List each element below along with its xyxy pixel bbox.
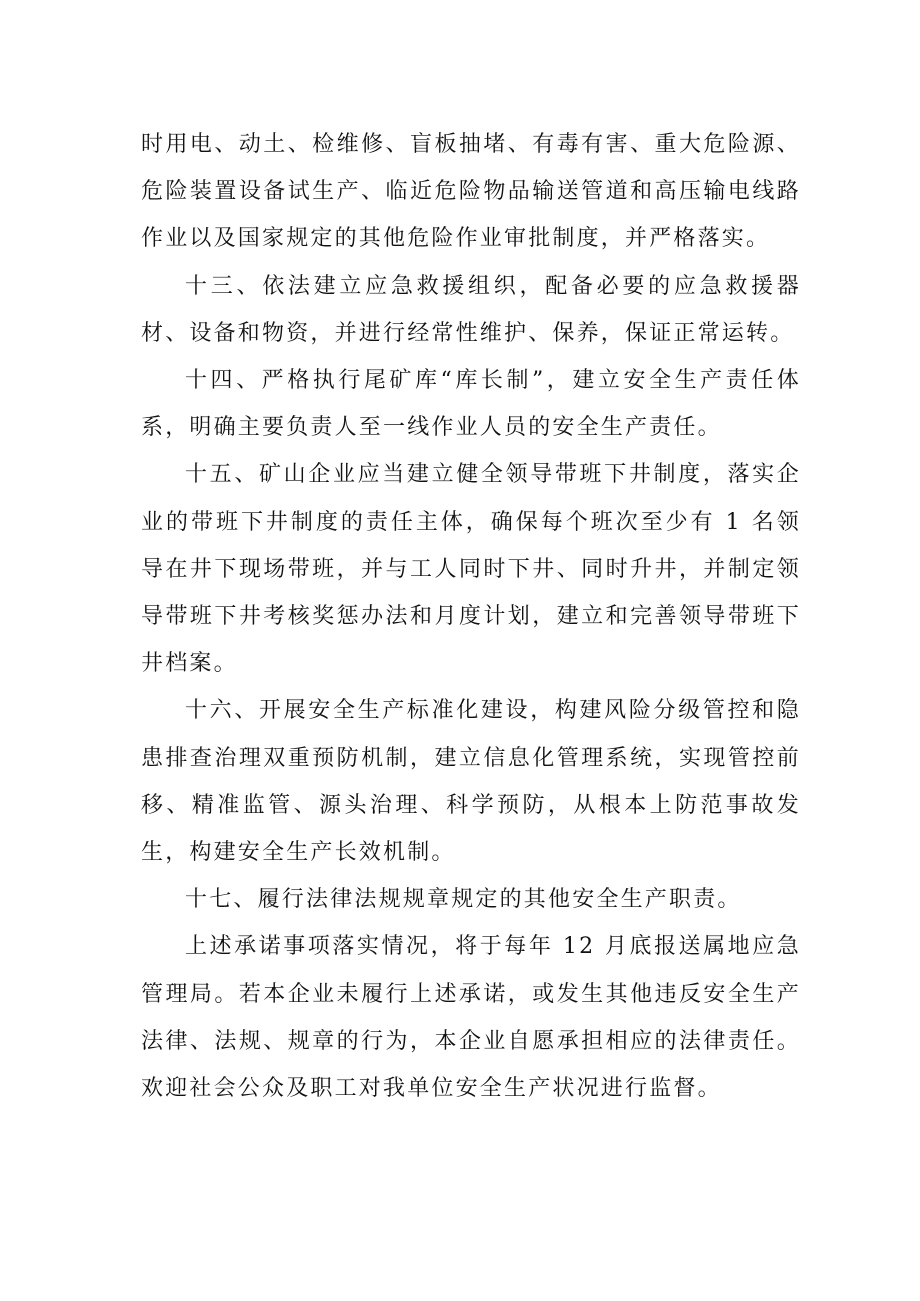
paragraph-item-15: 十五、矿山企业应当建立健全领导带班下井制度，落实企业的带班下井制度的责任主体，确保每个班次至少有 1 名领导在井下现场带班，并与工人同时下井、同时升井，并制定领导带班下井考核奖惩办法和月度计划，建立和完善领导带班下井档案。 [141,462,801,677]
paragraph-item-17: 十七、履行法律法规规章规定的其他安全生产职责。 [185,887,742,913]
paragraph-item-13: 十三、依法建立应急救援组织，配备必要的应急救援器材、设备和物资，并进行经常性维护、保养，保证正常运转。 [141,273,801,346]
document-body [141,121,801,1112]
paragraph-item-14: 十四、严格执行尾矿库“库长制”，建立安全生产责任体系，明确主要负责人至一线作业人员的安全生产责任。 [141,368,801,441]
paragraph-continued: 时用电、动土、检维修、盲板抽堵、有毒有害、重大危险源、危险装置设备试生产、临近危险物品输送管道和高压输电线路作业以及国家规定的其他危险作业审批制度，并严格落实。 [141,132,801,252]
paragraph-item-16: 十六、开展安全生产标准化建设，构建风险分级管控和隐患排查治理双重预防机制，建立信息化管理系统，实现管控前移、精准监管、源头治理、科学预防，从根本上防范事故发生，构建安全生产长效机制。 [141,698,801,866]
paragraph-closing-statement: 上述承诺事项落实情况，将于每年 12 月底报送属地应急管理局。若本企业未履行上述承诺，或发生其他违反安全生产法律、法规、规章的行为，本企业自愿承担相应的法律责任。欢迎社会公众及职工对我单位安全生产状况进行监督。 [141,934,801,1102]
